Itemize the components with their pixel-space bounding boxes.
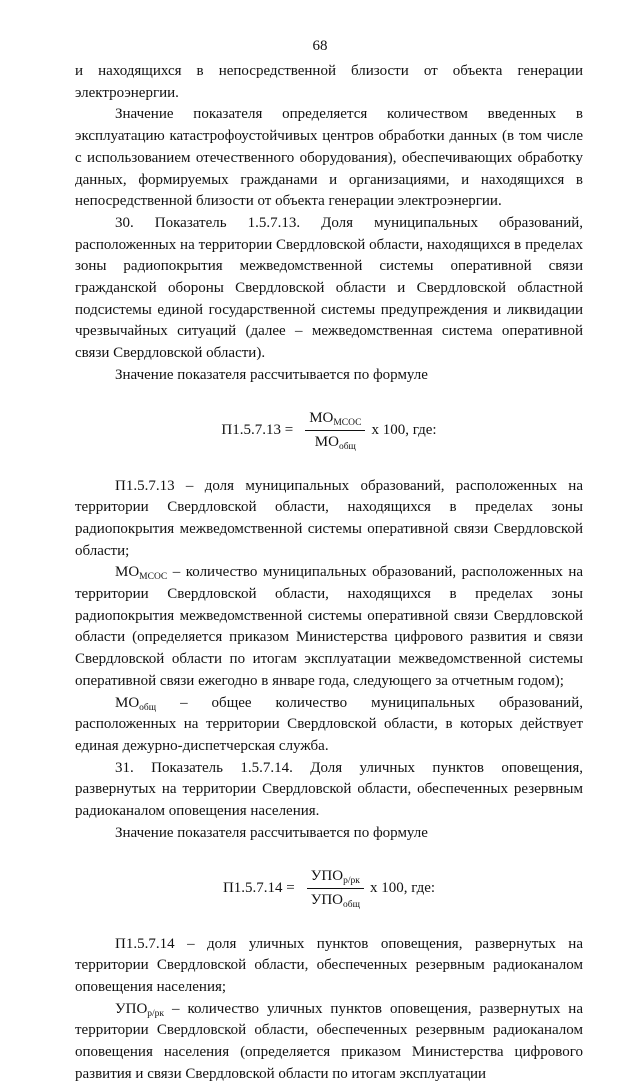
- definition-mo-msos: $МО_{МСОС}$ – количество муниципальных образований, расположенных на территории Свердловской области, находящихся в пределах зоны радиопокрытия межведомственной системы оперативной связи Свердловской области (определяется приказом Министерства цифрового развития и связи Свердловской области по итогам эксплуатации межведомственной системы оперативной связи ежегодно в январе года, следующего за отчетным годом);: [75, 564, 583, 689]
- formula-denominator: $УПО_{общ}$: [310, 892, 360, 910]
- definition-p1-5-7-13: П1.5.7.13 – доля муниципальных образований, расположенных на территории Свердловской области, находящихся в пределах зоны радиопокрытия межведомственной системы оперативной связи Свердловской области;: [75, 477, 583, 559]
- paragraph-continuation: и находящихся в непосредственной близости от объекта генерации электроэнергии.: [75, 63, 583, 101]
- formula-numerator: $МО_{МСОС}$: [305, 409, 365, 431]
- formula-rhs: х 100, где:: [371, 421, 437, 438]
- definition-mo-obsch: $МО_{общ}$ – общее количество муниципальных образований, расположенных на территории Свердловской области, в которых действует единая дежурно-диспетчерская служба.: [75, 694, 583, 754]
- formula-lhs: П1.5.7.13 =: [221, 421, 294, 438]
- formula-1-5-7-13: [75, 408, 583, 454]
- formula-fraction: [307, 867, 364, 910]
- page-number: 68: [312, 38, 328, 54]
- paragraph-indicator-description: Значение показателя определяется количеством введенных в эксплуатацию катастрофоустойчивых центров обработки данных (в том числе с использованием отечественного оборудования), обеспечивающих обработку данных, формируемых гражданами и организациями, и находящихся в непосредственной близости от объекта генерации электроэнергии.: [75, 106, 583, 210]
- formula-denominator: $МО_{общ}$: [314, 434, 356, 453]
- paragraph-formula-intro-2: Значение показателя рассчитывается по формуле: [115, 824, 428, 841]
- document-body: [75, 61, 583, 1085]
- definition-upo-rrk: $УПО_{р/рк}$ – количество уличных пунктов оповещения, развернутых на территории Свердловской области, обеспеченных резервным радиоканалом оповещения населения (определяется приказом Министерства цифрового развития и связи Свердловской области по итогам эксплуатации: [75, 1000, 583, 1082]
- paragraph-formula-intro: Значение показателя рассчитывается по формуле: [115, 366, 428, 383]
- paragraph-indicator-30: 30. Показатель 1.5.7.13. Доля муниципальных образований, расположенных на территории Свердловской области, находящихся в пределах зоны радиопокрытия межведомственной системы оперативной связи гражданской обороны Свердловской области и Свердловской областной подсистемы единой государственной системы предупреждения и ликвидации чрезвычайных ситуаций (далее – межведомственная система оперативной связи Свердловской области).: [75, 214, 583, 362]
- formula-lhs: П1.5.7.14 =: [222, 879, 295, 896]
- definition-p1-5-7-14: П1.5.7.14 – доля уличных пунктов оповещения, развернутых на территории Свердловской области, обеспеченных резервным радиоканалом оповещения населения;: [75, 935, 583, 995]
- formula-numerator: $УПО_{р/рк}$: [307, 867, 364, 889]
- formula-rhs: х 100, где:: [369, 879, 436, 896]
- formula-fraction: [305, 409, 365, 452]
- paragraph-indicator-31: 31. Показатель 1.5.7.14. Доля уличных пунктов оповещения, развернутых на территории Свердловской области, обеспеченных резервным радиоканалом оповещения населения.: [75, 759, 583, 820]
